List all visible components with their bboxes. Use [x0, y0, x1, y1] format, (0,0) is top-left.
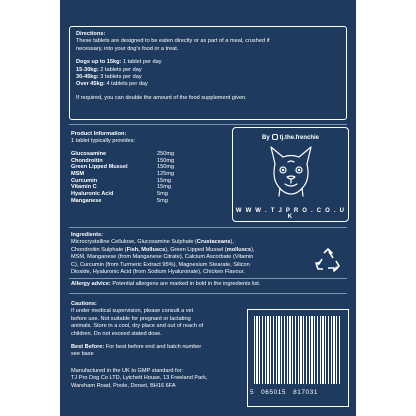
french-bulldog-icon	[266, 144, 316, 198]
divider	[69, 124, 347, 125]
divider	[69, 293, 347, 294]
ingredients-heading: Ingredients:	[71, 232, 104, 238]
table-row: Hyaluronic Acid 5mg	[71, 191, 168, 198]
manufacture-info: Manufactured in the UK to GMP standard for: TJ Pro Dog Co LTD, Lytchett House, 13 Freeland Park, Wareham Road, Poole, Dorset, BH16 6FA	[71, 368, 208, 389]
directions-intro-1: These tablets are designed to be eaten directly or as part of a meal, crushed if	[76, 38, 270, 45]
directions-note: If required, you can double the amount of the food supplement given.	[76, 94, 247, 101]
table-row: Curcumin 15mg	[71, 177, 171, 184]
barcode-number: 5 065015 817031	[250, 389, 319, 396]
cautions-line: before use. Not suitable for pregnant or lactating	[71, 315, 191, 322]
cautions-line: animals. Store in a cool, dry place and out of reach of	[71, 323, 204, 330]
cautions-line: children. Do not exceed stated dose.	[71, 330, 162, 337]
divider	[69, 278, 347, 279]
directions-heading: Directions:	[76, 31, 106, 37]
allergy-advice: Allergy advice: Potential allergens are marked in bold in the ingredients list.	[71, 281, 261, 287]
table-row: Green Lipped Mussel 150mg	[71, 164, 175, 171]
cautions-line: If under medical supervision, please consult a vet	[71, 308, 194, 315]
recycle-icon	[314, 247, 342, 275]
nutrient-table	[71, 151, 174, 205]
table-row: Chondroitin 150mg	[71, 157, 175, 164]
ingredients-line: MSM, Manganese (from Manganese Citrate), Calcium Ascorbate (Vitamin	[71, 254, 254, 261]
dosage-row: 30-45kg: 3 tablets per day	[76, 74, 142, 81]
best-before-section: Best Before: For best before end and batch number see base	[71, 344, 202, 358]
instagram-icon	[272, 134, 278, 140]
directions-intro-2: necessary, into your dog's food or a treat.	[76, 45, 179, 52]
dosage-row: Over 45kg: 4 tablets per day	[76, 81, 148, 88]
instagram-handle: By tj.the.frenchie	[261, 135, 319, 141]
product-info-subheading: 1 tablet typically provides:	[71, 138, 136, 145]
barcode	[247, 309, 349, 407]
ingredients-line: C), Curcumin (from Turmeric Extract 95%), Magnesium Stearate, Silicon	[71, 261, 250, 268]
ingredients-line: Dioxide, Hyaluronic Acid (from Sodium Hyaluronate), Chicken Flavour.	[71, 269, 245, 276]
divider	[69, 227, 347, 228]
table-row: Glucosamine 250mg	[71, 150, 175, 157]
product-info-section	[71, 131, 174, 204]
cautions-section	[71, 301, 203, 338]
table-row: MSM 125mg	[71, 170, 175, 177]
product-info-heading: Product Information:	[71, 131, 127, 137]
barcode-bars	[254, 316, 342, 384]
product-label	[60, 0, 356, 416]
dosage-row: 15-30kg: 2 tablets per day	[76, 66, 142, 73]
dosage-row: Dogs up to 15kg: 1 tablet per day	[76, 59, 162, 66]
ingredients-section	[71, 232, 254, 276]
table-row: Vitamin C 15mg	[71, 184, 171, 191]
ingredients-line: Microcrystalline Cellulose, Glucosamine Sulphate (Crustaceans),	[71, 239, 234, 246]
brand-box	[232, 127, 349, 222]
cautions-heading: Cautions:	[71, 301, 97, 307]
table-row: Manganese 5mg	[71, 197, 168, 204]
ingredients-line: Chondroitin Sulphate (Fish, Molluscs), Green Lipped Mussel (molluscs),	[71, 246, 255, 253]
directions-box	[69, 26, 347, 120]
website-url: W W W . T J P R O . C O . U K	[235, 208, 346, 220]
